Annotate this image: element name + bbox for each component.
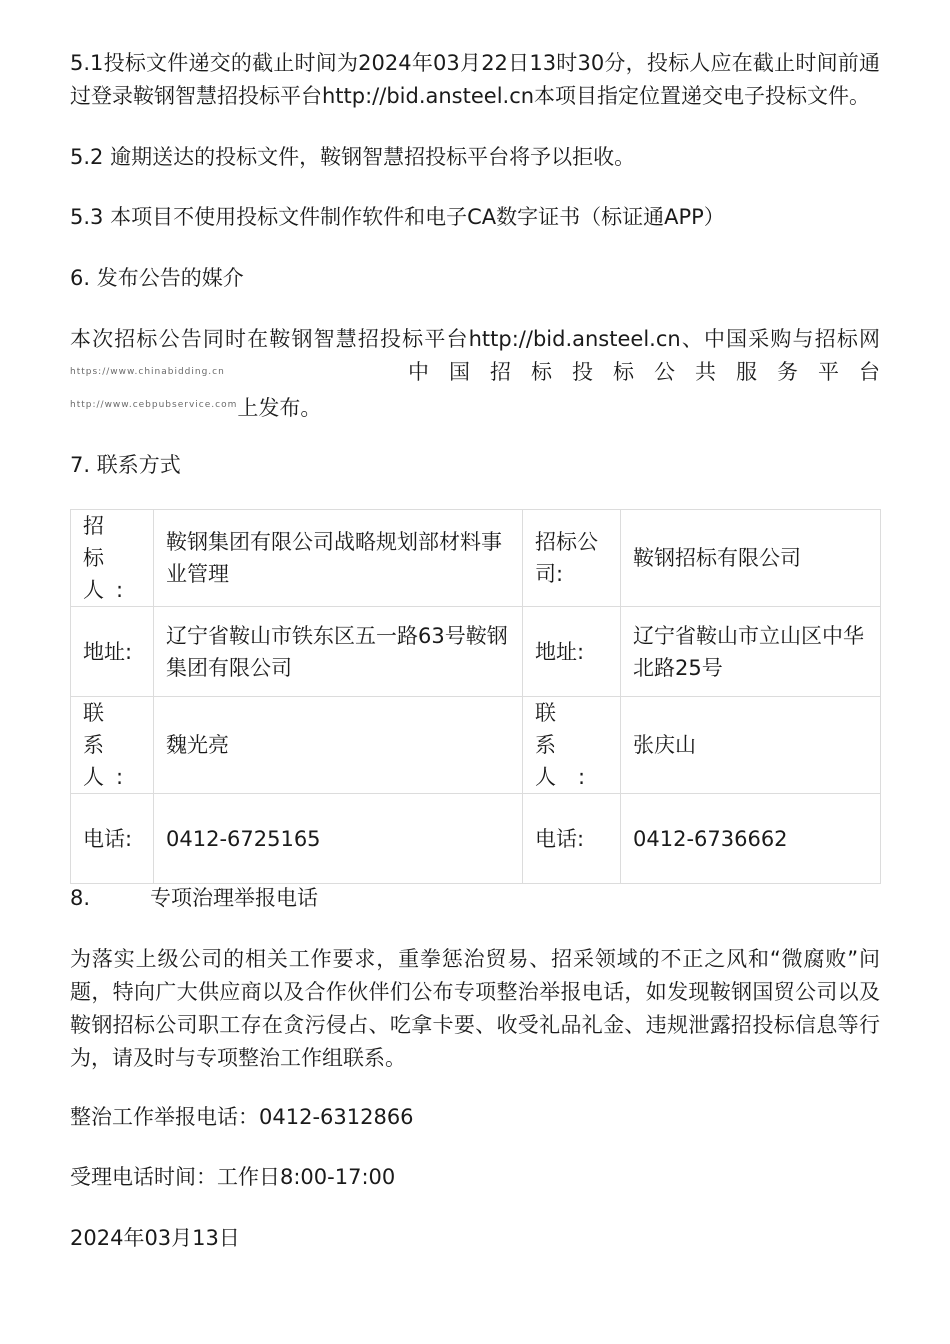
tenderer-label: 招标人: bbox=[71, 510, 154, 607]
agency-value: 鞍钢招标有限公司 bbox=[621, 510, 881, 607]
agency-contact-value: 张庆山 bbox=[621, 697, 881, 794]
document-date: 2024年03月13日 bbox=[70, 1226, 240, 1250]
tenderer-address-value: 辽宁省鞍山市铁东区五一路63号鞍钢集团有限公司 bbox=[154, 607, 523, 697]
section-5-2: 5.2 逾期送达的投标文件，鞍钢智慧招投标平台将予以拒收。 bbox=[70, 145, 636, 169]
table-row bbox=[71, 794, 881, 884]
section-6-line-2 bbox=[70, 356, 900, 388]
table-row bbox=[71, 607, 881, 697]
section-7-heading: 7. 联系方式 bbox=[70, 453, 181, 477]
section-6-line-3 bbox=[70, 389, 880, 424]
section-8-title: 专项治理举报电话 bbox=[150, 886, 319, 910]
section-8-number: 8. bbox=[70, 886, 91, 910]
section-8-para-line-4: 为，请及时与专项整治工作组联系。 bbox=[70, 1046, 406, 1070]
agency-contact-label: 联系人: bbox=[523, 697, 621, 794]
tenderer-contact-label: 联系人: bbox=[71, 697, 154, 794]
section-8-para-line-1: 为落实上级公司的相关工作要求，重拳惩治贸易、招采领域的不正之风和“微腐败”问 bbox=[70, 947, 880, 971]
tenderer-phone-label: 电话: bbox=[71, 794, 154, 884]
section-8-para-line-2: 题，特向广大供应商以及合作伙伴们公布专项整治举报电话，如发现鞍钢国贸公司以及 bbox=[70, 980, 880, 1004]
cebpub-url[interactable]: http://www.cebpubservice.com bbox=[70, 400, 238, 410]
agency-phone-value: 0412-6736662 bbox=[621, 794, 881, 884]
agency-address-label: 地址: bbox=[523, 607, 621, 697]
section-6-line-1: 本次招标公告同时在鞍钢智慧招投标平台http://bid.ansteel.cn、中国采购与招标网 bbox=[70, 327, 880, 351]
cebpub-platform-name: 中国招标投标公共服务平台 bbox=[408, 360, 900, 384]
hotline: 整治工作举报电话：0412-6312866 bbox=[70, 1105, 414, 1129]
service-hours: 受理电话时间：工作日8:00-17:00 bbox=[70, 1165, 396, 1189]
agency-label: 招标公司: bbox=[523, 510, 621, 607]
tenderer-value: 鞍钢集团有限公司战略规划部材料事业管理 bbox=[154, 510, 523, 607]
section-8-heading bbox=[70, 882, 880, 914]
publish-tail: 上发布。 bbox=[237, 396, 322, 420]
section-6-heading: 6. 发布公告的媒介 bbox=[70, 266, 244, 290]
section-8-para-line-3: 鞍钢招标公司职工存在贪污侵占、吃拿卡要、收受礼品礼金、违规泄露招投标信息等行 bbox=[70, 1013, 880, 1037]
tenderer-address-label: 地址: bbox=[71, 607, 154, 697]
section-5-1-line-1: 5.1投标文件递交的截止时间为2024年03月22日13时30分，投标人应在截止时间前通 bbox=[70, 51, 880, 75]
tenderer-contact-value: 魏光亮 bbox=[154, 697, 523, 794]
agency-phone-label: 电话: bbox=[523, 794, 621, 884]
section-5-3: 5.3 本项目不使用投标文件制作软件和电子CA数字证书（标证通APP） bbox=[70, 205, 725, 229]
chinabidding-url[interactable]: https://www.chinabidding.cn bbox=[70, 367, 225, 377]
section-5-1-line-2: 过登录鞍钢智慧招投标平台http://bid.ansteel.cn本项目指定位置递交电子投标文件。 bbox=[70, 84, 871, 108]
table-row bbox=[71, 697, 881, 794]
tenderer-phone-value: 0412-6725165 bbox=[154, 794, 523, 884]
agency-address-value: 辽宁省鞍山市立山区中华北路25号 bbox=[621, 607, 881, 697]
table-row bbox=[71, 510, 881, 607]
contact-table bbox=[70, 509, 881, 884]
